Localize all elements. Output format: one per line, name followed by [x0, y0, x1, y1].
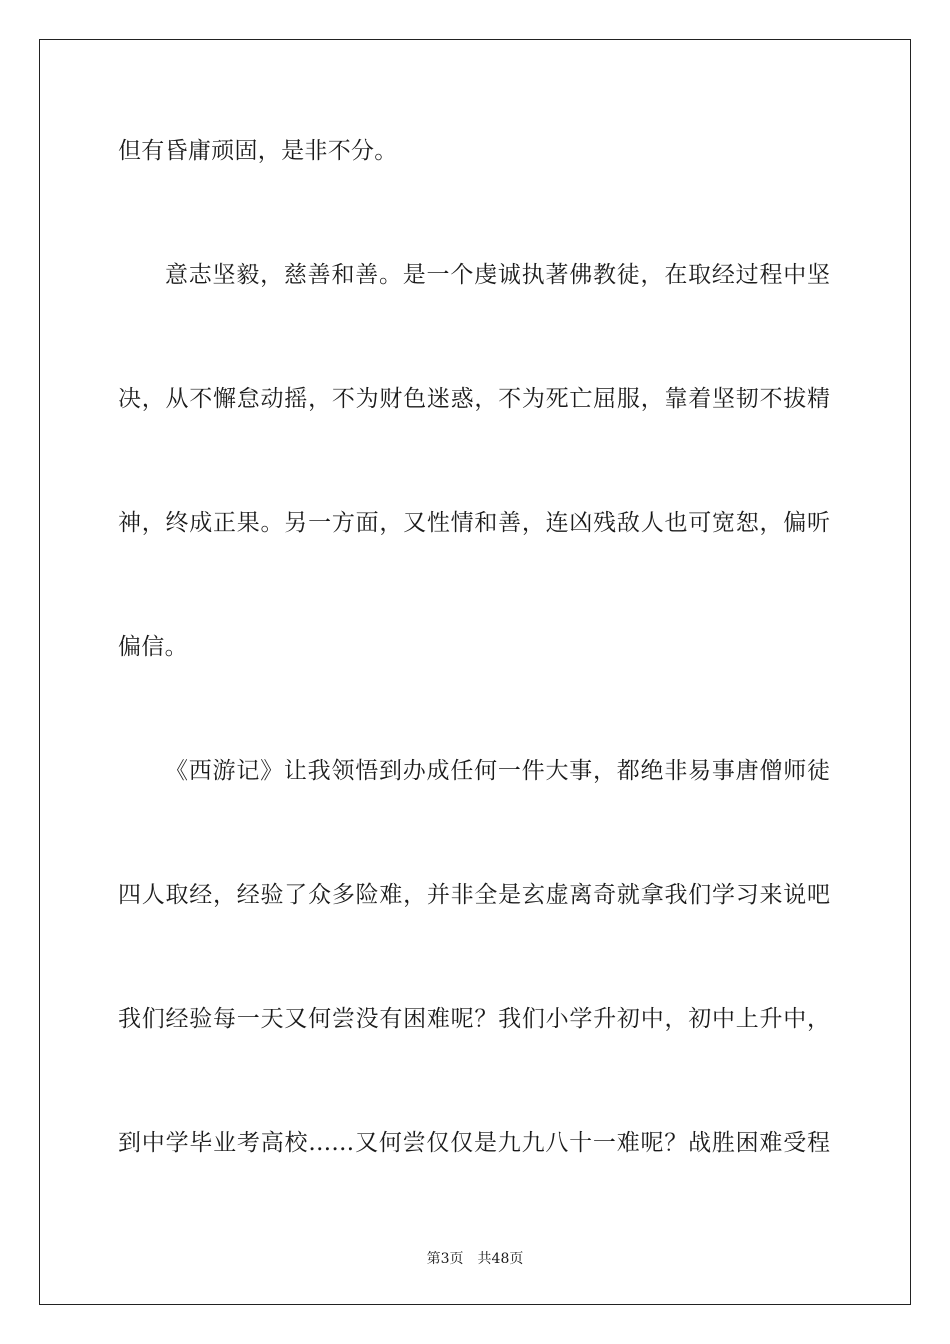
text-line-1: 但有昏庸顽固，是非不分。 — [118, 138, 398, 164]
page-border — [39, 39, 911, 1305]
text-line-9: 到中学毕业考高校……又何尝仅仅是九九八十一难呢？战胜困难受程 — [118, 1130, 830, 1156]
text-line-6: 《西游记》让我领悟到办成任何一件大事，都绝非易事唐僧师徒 — [165, 758, 830, 784]
text-line-5: 偏信。 — [118, 634, 188, 660]
page-number: 第3页 — [426, 1251, 464, 1267]
page-footer — [0, 1248, 950, 1268]
text-line-2: 意志坚毅，慈善和善。是一个虔诚执著佛教徒，在取经过程中坚 — [165, 262, 830, 288]
text-line-7: 四人取经，经验了众多险难，并非全是玄虚离奇就拿我们学习来说吧 — [118, 882, 830, 908]
text-line-3: 决，从不懈怠动摇，不为财色迷惑，不为死亡屈服，靠着坚韧不拔精 — [118, 386, 830, 412]
text-line-8: 我们经验每一天又何尝没有困难呢？我们小学升初中，初中上升中， — [118, 1006, 830, 1032]
text-line-4: 神，终成正果。另一方面，又性情和善，连凶残敌人也可宽恕，偏听 — [118, 510, 830, 536]
page-total: 共48页 — [477, 1251, 524, 1267]
